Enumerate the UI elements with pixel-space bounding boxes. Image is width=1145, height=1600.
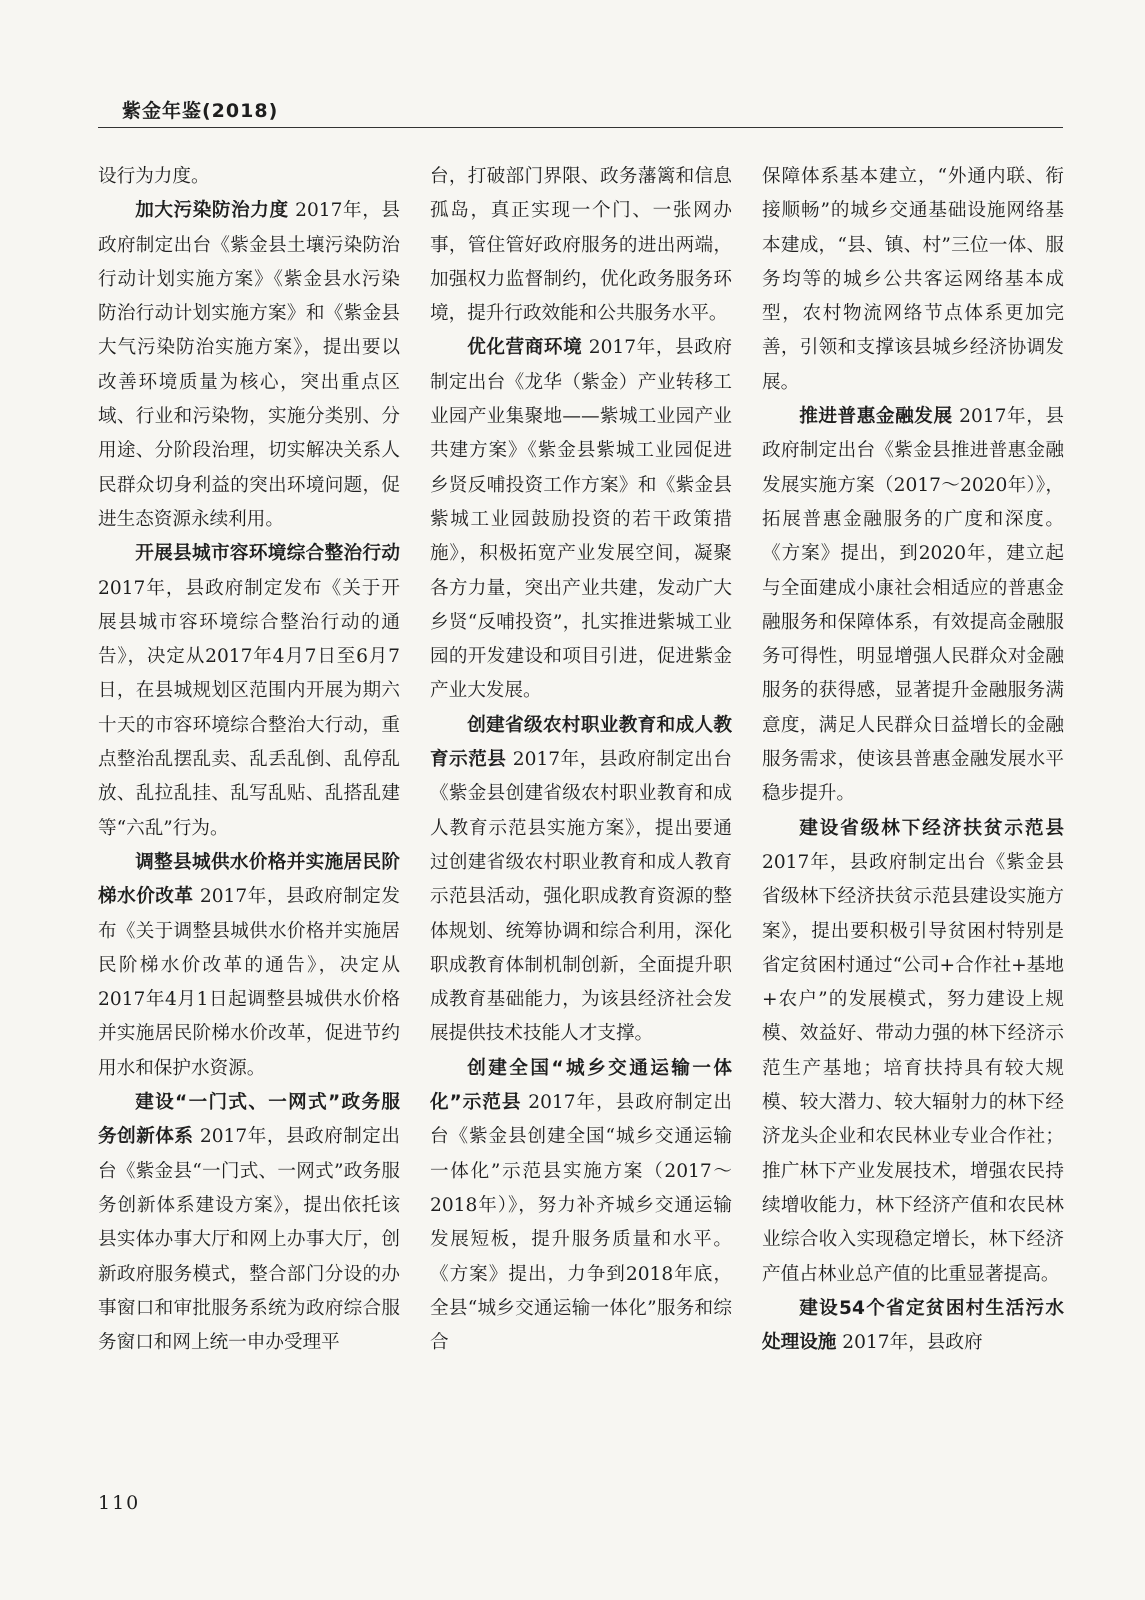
page-number: 110 (98, 1492, 141, 1514)
paragraph-text: 2017年，县政府 (836, 1332, 983, 1354)
paragraph (98, 846, 400, 1086)
paragraph-heading: 调整县城供水价格并实施居民阶梯水价改革 (98, 851, 400, 908)
paragraph (430, 709, 732, 1052)
paragraph (430, 160, 732, 331)
paragraph-text: 2017年，县政府制定出台《紫金县创建全国“城乡交通运输一体化”示范县实施方案（2017～2018年）》，努力补齐城乡交通运输发展短板，提升服务质量和水平。《方案》提出，力争到2018年底，全县“城乡交通运输一体化”服务和综合 (430, 1092, 732, 1354)
paragraph-text: 保障体系基本建立，“外通内联、衔接顺畅”的城乡交通基础设施网络基本建成，“县、镇、村”三位一体、服务均等的城乡公共客运网络基本成型，农村物流网络节点体系更加完善，引领和支撑该县城乡经济协调发展。 (762, 166, 1064, 393)
paragraph-heading: 推进普惠金融发展 (799, 406, 953, 428)
running-header: 紫金年鉴(2018) (122, 100, 279, 122)
paragraph (762, 1292, 1064, 1361)
paragraph-text: 2017年，县政府制定出台《紫金县创建省级农村职业教育和成人教育示范县实施方案》，提出要通过创建省级农村职业教育和成人教育示范县活动，强化职成教育资源的整体规划、统筹协调和综合利用，深化职成教育体制机制创新，全面提升职成教育基础能力，为该县经济社会发展提供技术技能人才支撑。 (430, 749, 732, 1045)
text-column-1 (98, 160, 400, 1360)
paragraph-heading: 创建省级农村职业教育和成人教育示范县 (430, 714, 732, 771)
paragraph-heading: 建设省级林下经济扶贫示范县 (799, 817, 1064, 839)
paragraph-text: 设行为力度。 (98, 166, 210, 187)
paragraph-text: 2017年，县政府制定发布《关于调整县城供水价格并实施居民阶梯水价改革的通告》，决定从2017年4月1日起调整县城供水价格并实施居民阶梯水价改革，促进节约用水和保护水资源。 (98, 886, 400, 1079)
paragraph-heading: 创建全国“城乡交通运输一体化”示范县 (430, 1057, 732, 1114)
paragraph-text: 2017年，县政府制定发布《关于开展县城市容环境综合整治行动的通告》，决定从2017年4月7日至6月7日，在县城规划区范围内开展为期六十天的市容环境综合整治大行动，重点整治乱摆乱卖、乱丢乱倒、乱停乱放、乱拉乱挂、乱写乱贴、乱搭乱建等“六乱”行为。 (98, 577, 400, 839)
paragraph (762, 160, 1064, 400)
paragraph-heading: 建设54个省定贫困村生活污水处理设施 (762, 1297, 1064, 1354)
paragraph-text: 2017年，县政府制定出台《紫金县土壤污染防治行动计划实施方案》《紫金县水污染防治行动计划实施方案》和《紫金县大气污染防治实施方案》，提出要以改善环境质量为核心，突出重点区域、行业和污染物，实施分类别、分用途、分阶段治理，切实解决关系人民群众切身利益的突出环境问题，促进生态资源永续利用。 (98, 200, 400, 530)
paragraph-heading: 优化营商环境 (467, 337, 583, 359)
paragraph-text: 2017年，县政府制定出台《龙华（紫金）产业转移工业园产业集聚地——紫城工业园产业共建方案》《紫金县紫城工业园促进乡贤反哺投资工作方案》和《紫金县紫城工业园鼓励投资的若干政策措施》，积极拓宽产业发展空间，凝聚各方力量，突出产业共建，发动广大乡贤“反哺投资”，扎实推进紫城工业园的开发建设和项目引进，促进紫金产业大发展。 (430, 337, 732, 702)
text-column-3 (762, 160, 1064, 1360)
paragraph-heading: 开展县城市容环境综合整治行动 (135, 543, 400, 565)
paragraph-text: 2017年，县政府制定出台《紫金县“一门式、一网式”政务服务创新体系建设方案》，提出依托该县实体办事大厅和网上办事大厅，创新政府服务模式，整合部门分设的办事窗口和审批服务系统为政府综合服务窗口和网上统一申办受理平 (98, 1126, 400, 1354)
paragraph-text: 2017年，县政府制定出台《紫金县省级林下经济扶贫示范县建设实施方案》，提出要积极引导贫困村特别是省定贫困村通过“公司+合作社+基地+农户”的发展模式，努力建设上规模、效益好、带动力强的林下经济示范生产基地；培育扶持具有较大规模、较大潜力、较大辐射力的林下经济龙头企业和农民林业专业合作社；推广林下产业发展技术，增强农民持续增收能力，林下经济产值和农民林业综合收入实现稳定增长，林下经济产值占林业总产值的比重显著提高。 (762, 851, 1064, 1285)
paragraph (762, 400, 1064, 812)
paragraph (98, 1086, 400, 1360)
paragraph (98, 160, 400, 194)
paragraph-heading: 加大污染防治力度 (135, 200, 289, 222)
paragraph (762, 812, 1064, 1292)
header-rule (98, 127, 1063, 128)
paragraph (98, 537, 400, 846)
paragraph-heading: 建设“一门式、一网式”政务服务创新体系 (98, 1092, 400, 1148)
paragraph (98, 194, 400, 537)
text-column-2 (430, 160, 732, 1360)
paragraph-text: 台，打破部门界限、政务藩篱和信息孤岛，真正实现一个门、一张网办事，管住管好政府服务的进出两端，加强权力监督制约，优化政务服务环境，提升行政效能和公共服务水平。 (430, 166, 732, 325)
paragraph-text: 2017年，县政府制定出台《紫金县推进普惠金融发展实施方案（2017～2020年）》，拓展普惠金融服务的广度和深度。《方案》提出，到2020年，建立起与全面建成小康社会相适应的普惠金融服务和保障体系，有效提高金融服务可得性，明显增强人民群众对金融服务的获得感，显著提升金融服务满意度，满足人民群众日益增长的金融服务需求，使该县普惠金融发展水平稳步提升。 (762, 406, 1064, 805)
paragraph (430, 1052, 732, 1361)
paragraph (430, 331, 732, 708)
